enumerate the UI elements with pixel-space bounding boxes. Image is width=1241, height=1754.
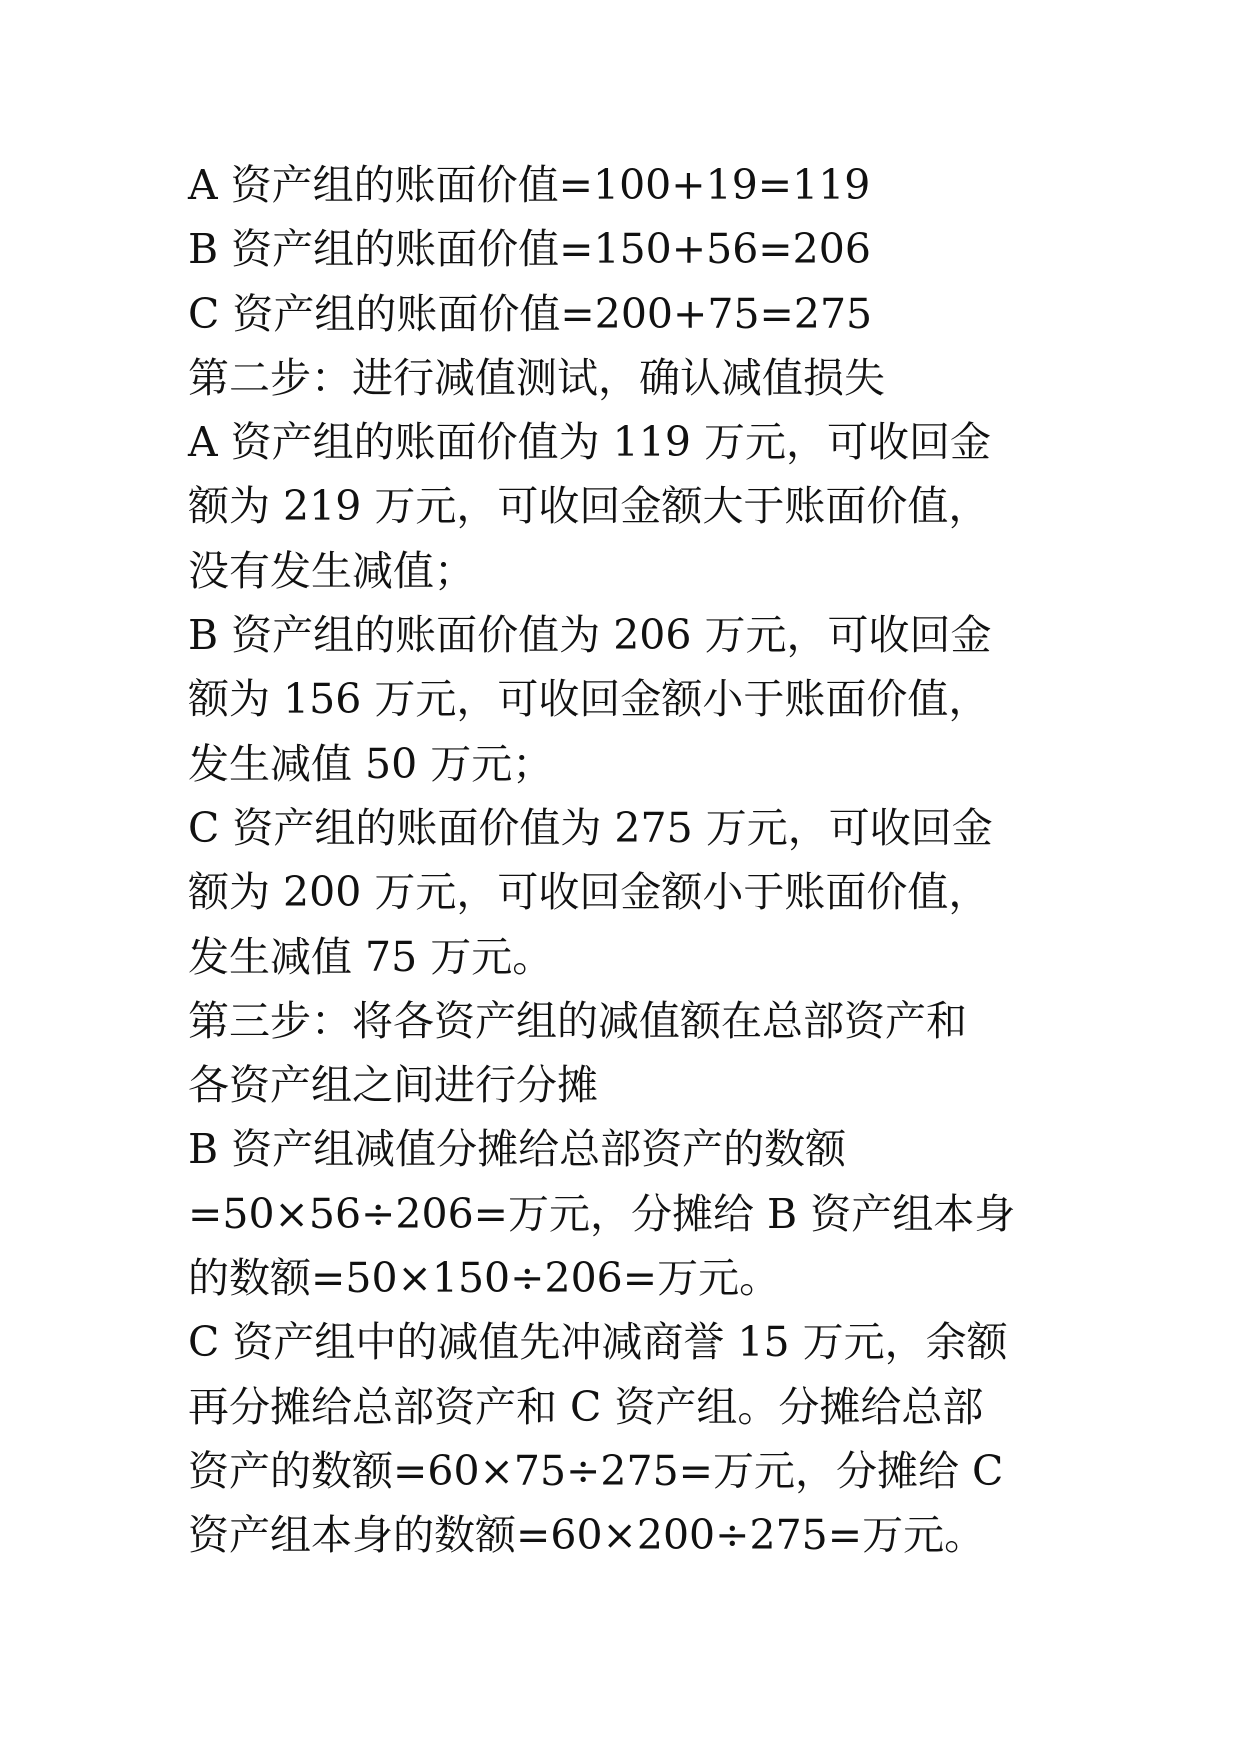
step-heading: 第二步：进行减值测试，确认减值损失 [188,353,885,402]
text-line: 额为 156 万元，可收回金额小于账面价值， [188,675,990,724]
text-line: B 资产组的账面价值为 206 万元，可收回金 [188,611,992,660]
text-line: 发生减值 75 万元。 [188,932,554,981]
text-line: C 资产组的账面价值=200+75=275 [188,289,873,338]
text-line: C 资产组的账面价值为 275 万元，可收回金 [188,803,993,852]
step-heading-continuation: 各资产组之间进行分摊 [188,1061,598,1110]
text-line: =50×56÷206=万元，分摊给 B 资产组本身 [188,1189,1016,1238]
text-line: A 资产组的账面价值=100+19=119 [188,161,871,209]
text-line: 资产的数额=60×75÷275=万元，分摊给 C [188,1446,1004,1495]
text-line: C 资产组中的减值先冲减商誉 15 万元，余额 [188,1318,1008,1367]
text-line: 的数额=50×150÷206=万元。 [188,1254,781,1303]
text-line: 再分摊给总部资产和 C 资产组。分摊给总部 [188,1382,984,1431]
text-line: 额为 219 万元，可收回金额大于账面价值， [188,482,990,531]
text-line: A 资产组的账面价值为 119 万元，可收回金 [188,418,991,467]
text-line: 没有发生减值； [188,546,475,595]
text-line: 资产组本身的数额=60×200÷275=万元。 [188,1511,986,1560]
document-body [188,153,1068,1568]
text-line: 发生减值 50 万元； [188,739,554,788]
text-line: 额为 200 万元，可收回金额小于账面价值， [188,868,990,917]
step-heading: 第三步：将各资产组的减值额在总部资产和 [188,996,967,1045]
text-line: B 资产组的账面价值=150+56=206 [188,225,871,274]
text-line: B 资产组减值分摊给总部资产的数额 [188,1125,847,1174]
